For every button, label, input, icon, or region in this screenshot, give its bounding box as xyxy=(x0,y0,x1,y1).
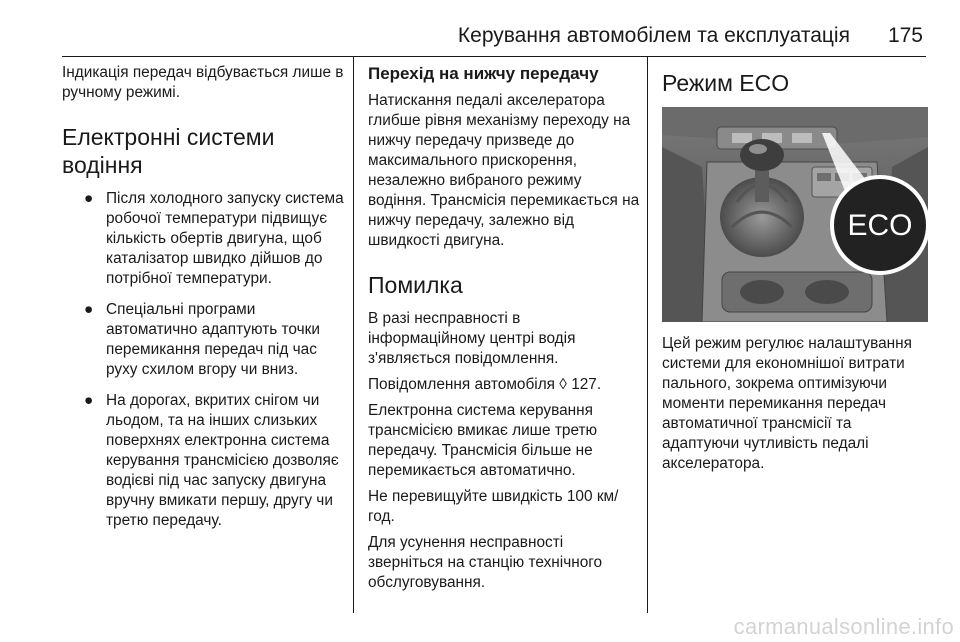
bullet-item: ● На дорогах, вкритих снігом чи льодом, та на інших слизьких поверхнях електронна система керування трансмісією дозволяє водієві під час запуску двигуна вручну вмикати першу, другу чи третю передачу. xyxy=(84,392,339,529)
intro-paragraph: Індикація передач відбувається лише в ручному режимі. xyxy=(62,64,344,101)
header-title: Керування автомобілем та експлуатація xyxy=(457,24,850,47)
paragraph-downshift: Натискання педалі акселератора глибше рівня механізму переходу на нижчу передачу призведе до максимального прискорення, незалежно вибраного режиму водіння. Трансмісія перемикається на нижчу передачу, залежно від швидкості двигуна. xyxy=(368,92,640,249)
column-3 xyxy=(662,63,928,480)
page-ref-icon: ◊ xyxy=(559,376,567,393)
column-divider-1 xyxy=(353,57,354,613)
page-header xyxy=(458,24,923,48)
section-heading-eco: Режим ECO xyxy=(662,70,790,96)
page-number: 175 xyxy=(887,24,923,47)
paragraph-fault-message: В разі несправності в інформаційному центрі водія з'являється повідомлення. xyxy=(368,310,576,367)
page-ref-link[interactable]: 127. xyxy=(571,376,602,393)
column-2 xyxy=(368,63,640,599)
paragraph-vehicle-messages: Повідомлення автомобіля ◊ 127. xyxy=(368,376,602,393)
paragraph-eco-description: Цей режим регулює налаштування системи для економнішої витрати пального, зокрема оптимізуючи моменти перемикання передач автоматичної трансмісії та адаптуючи чутливість педалі акселератора. xyxy=(662,335,913,472)
bullet-icon: ● xyxy=(84,392,94,409)
subheading-downshift: Перехід на нижчу передачу xyxy=(368,64,599,83)
paragraph-third-gear: Електронна система керування трансмісією вмикає лише третю передачу. Трансмісія більше не перемикається автоматично. xyxy=(368,402,598,479)
eco-button-illustration xyxy=(662,107,928,322)
column-1 xyxy=(62,63,348,542)
bullet-list xyxy=(62,189,348,531)
section-heading-fault: Помилка xyxy=(368,272,463,298)
paragraph-service: Для усунення несправності зверніться на станцію технічного обслуговування. xyxy=(368,534,603,591)
bullet-item: ● Спеціальні програми автоматично адаптують точки перемикання передач під час руху схилом вгору чи вниз. xyxy=(84,301,320,378)
column-divider-2 xyxy=(647,57,648,613)
bullet-icon: ● xyxy=(84,190,94,207)
watermark-url: carmanualsonline.info xyxy=(733,614,954,639)
header-rule xyxy=(62,56,926,57)
bullet-item: ● Після холодного запуску система робочої температури підвищує кількість обертів двигуна, щоб каталізатор швидко дійшов до потрібної температури. xyxy=(84,190,344,287)
eco-label: ECO xyxy=(847,209,913,242)
bullet-icon: ● xyxy=(84,301,94,318)
paragraph-speed-limit: Не перевищуйте швидкість 100 км/год. xyxy=(368,488,619,525)
section-heading-electronic-systems: Електронні системи водіння xyxy=(62,124,275,178)
